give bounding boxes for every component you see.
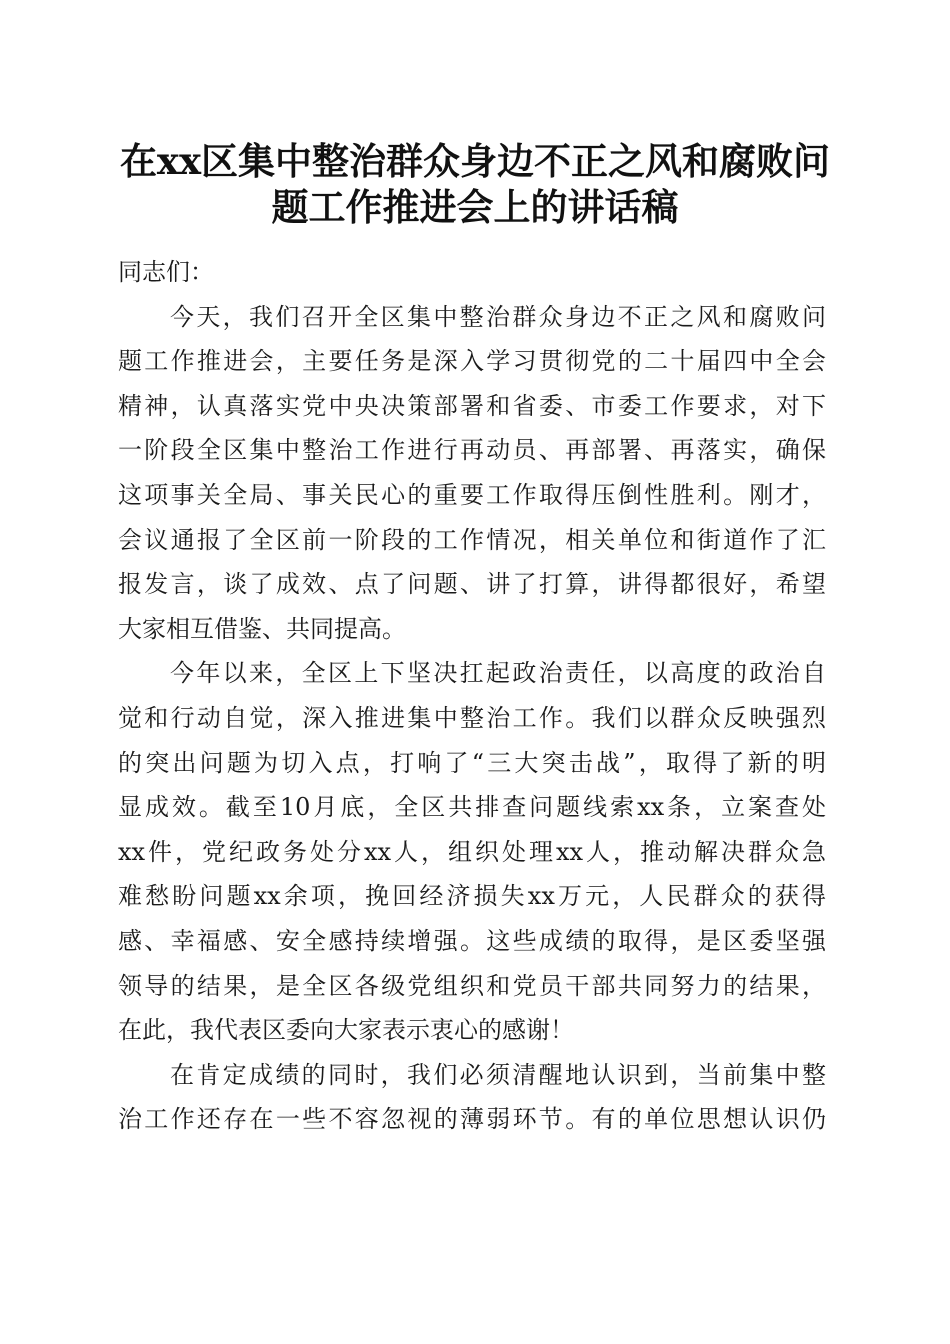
body-text-line: 的突出问题为切入点，打响了“三大突击战”，取得了新的明 bbox=[118, 748, 826, 777]
body-text-line: 精神，认真落实党中央决策部署和省委、市委工作要求，对下 bbox=[118, 391, 826, 420]
body-text-line: 觉和行动自觉，深入推进集中整治工作。我们以群众反映强烈 bbox=[118, 703, 826, 732]
body-text-line: 在肯定成绩的同时，我们必须清醒地认识到，当前集中整 bbox=[170, 1060, 826, 1089]
document-body bbox=[118, 250, 826, 1142]
body-text-line: 今天，我们召开全区集中整治群众身边不正之风和腐败问 bbox=[170, 302, 826, 331]
body-text-line: 治工作还存在一些不容忽视的薄弱环节。有的单位思想认识仍 bbox=[118, 1105, 826, 1134]
body-text-line: 在此，我代表区委向大家表示衷心的感谢！ bbox=[118, 1016, 574, 1045]
body-text-line: 显成效。截至10月底，全区共排查问题线索xx条，立案查处 bbox=[118, 793, 826, 822]
body-text-line: 难愁盼问题xx余项，挽回经济损失xx万元，人民群众的获得 bbox=[118, 882, 826, 911]
body-text-line: 感、幸福感、安全感持续增强。这些成绩的取得，是区委坚强 bbox=[118, 926, 826, 955]
document-title-line-2: 题工作推进会上的讲话稿 bbox=[271, 185, 679, 229]
body-text-line: 会议通报了全区前一阶段的工作情况，相关单位和街道作了汇 bbox=[118, 525, 826, 554]
body-text-line: 领导的结果，是全区各级党组织和党员干部共同努力的结果， bbox=[118, 971, 826, 1000]
salutation: 同志们： bbox=[118, 258, 214, 286]
body-text-line: 大家相互借鉴、共同提高。 bbox=[118, 614, 406, 643]
body-text-line: 这项事关全局、事关民心的重要工作取得压倒性胜利。刚才， bbox=[118, 480, 826, 509]
document-title-line-1: 在xx区集中整治群众身边不正之风和腐败问 bbox=[119, 139, 831, 183]
body-text-line: 一阶段全区集中整治工作进行再动员、再部署、再落实，确保 bbox=[118, 436, 826, 465]
body-text-line: 报发言，谈了成效、点了问题、讲了打算，讲得都很好，希望 bbox=[118, 570, 826, 599]
body-text-line: 题工作推进会，主要任务是深入学习贯彻党的二十届四中全会 bbox=[118, 347, 826, 376]
body-text-line: 今年以来，全区上下坚决扛起政治责任，以高度的政治自 bbox=[170, 659, 826, 688]
body-text-line: xx件，党纪政务处分xx人，组织处理xx人，推动解决群众急 bbox=[118, 837, 826, 866]
